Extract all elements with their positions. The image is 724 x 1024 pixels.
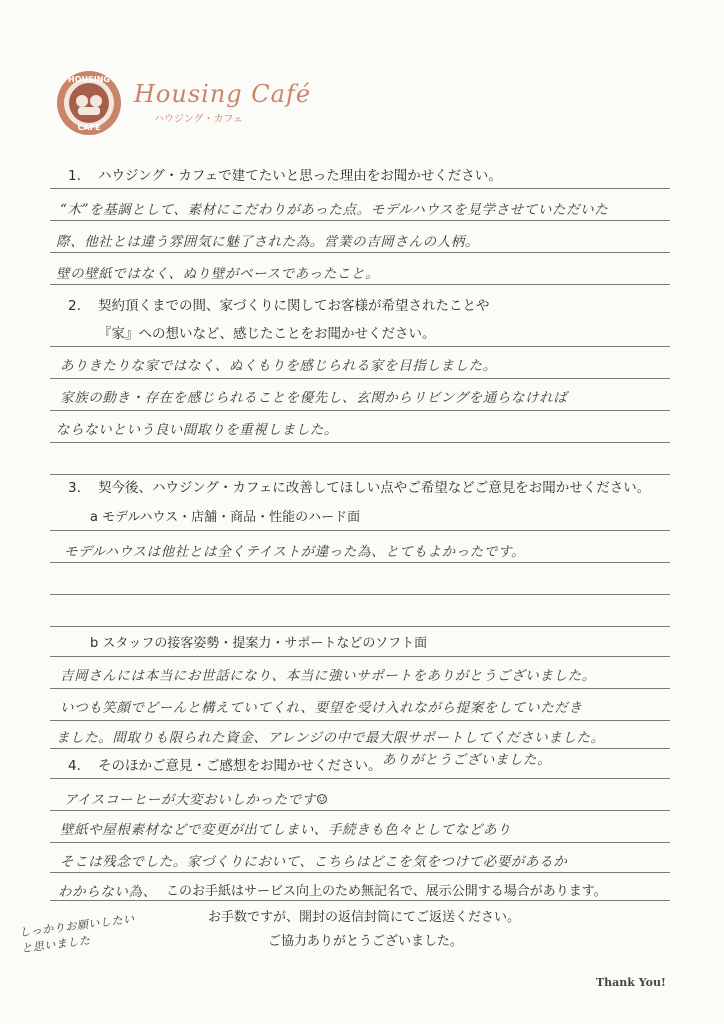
- logo-text-top: HOUSING: [68, 75, 110, 84]
- answer-line: [50, 748, 670, 749]
- answer-line: [50, 810, 670, 811]
- answer-4-line-1: アイスコーヒーが大変おいしかったです☺: [64, 792, 329, 808]
- closing-line-1: お手数ですが、開封の返信封筒にてご返送ください。: [208, 910, 521, 925]
- answer-2-line-1: ありきたりな家ではなく、ぬくもりを感じられる家を目指しました。: [60, 358, 497, 374]
- question-2-number: 2.: [68, 298, 81, 314]
- question-3-number: 3.: [68, 480, 81, 496]
- question-4-text: そのほかご意見・ご感想をお聞かせください。: [98, 758, 382, 774]
- brand: [134, 80, 311, 125]
- answer-line: [50, 720, 670, 721]
- answer-line: [50, 530, 670, 531]
- answer-line: [50, 188, 670, 189]
- question-2-text-line-2: 『家』への想いなど、感じたことをお聞かせください。: [98, 326, 436, 342]
- question-2: [68, 294, 490, 314]
- answer-4-line-2: 壁紙や屋根素材などで変更が出てしまい、手続きも色々としてなどあり: [60, 822, 512, 838]
- question-3b-label: b スタッフの接客姿勢・提案力・サポートなどのソフト面: [90, 636, 428, 651]
- margin-note: しっかりお願いしたいと思いました: [18, 912, 136, 956]
- answer-3a-line-1: モデルハウスは他社とは全くテイストが違った為、とてもよかったです。: [64, 544, 526, 560]
- question-4: [68, 754, 382, 774]
- answer-line: [50, 562, 670, 563]
- answer-1-line-1: “木”を基調として、素材にこだわりがあった点。モデルハウスを見学させていただいた: [60, 202, 609, 218]
- answer-3b-line-2: いつも笑顔でどーんと構えていてくれ、要望を受け入れながら提案をしていただき: [60, 700, 583, 716]
- answer-line: [50, 688, 670, 689]
- answer-line: [50, 252, 670, 253]
- answer-3b-line-3: ました。間取りも限られた資金、アレンジの中で最大限サポートしてくださいました。: [56, 730, 605, 746]
- answer-2-line-2: 家族の動き・存在を感じられることを優先し、玄関からリビングを通らなければ: [60, 390, 568, 406]
- question-1-number: 1.: [68, 168, 81, 184]
- answer-4-line-3: そこは残念でした。家づくりにおいて、こちらはどこを気をつけて必要があるか: [60, 854, 568, 870]
- answer-line: [50, 474, 670, 475]
- question-1: [68, 164, 502, 184]
- question-3-text: 契今後、ハウジング・カフェに改善してほしい点やご希望などご意見をお聞かせください。: [98, 480, 651, 496]
- answer-line: [50, 626, 670, 627]
- answer-4-line-4: わからない為、: [58, 884, 157, 900]
- answer-line: [50, 410, 670, 411]
- answer-line: [50, 778, 670, 779]
- answer-line: [50, 656, 670, 657]
- answer-2-line-3: ならないという良い間取りを重視しました。: [56, 422, 338, 438]
- answer-line: [50, 220, 670, 221]
- answer-line: [50, 872, 670, 873]
- answer-1-line-3: 壁の壁紙ではなく、ぬり壁がベースであったこと。: [56, 266, 380, 282]
- housing-cafe-logo: [56, 70, 122, 136]
- question-3: [68, 476, 650, 496]
- answer-line: [50, 594, 670, 595]
- question-2-text: 契約頂くまでの間、家づくりに関してお客様が希望されたことや: [98, 298, 490, 314]
- question-3a-label: a モデルハウス・店舗・商品・性能のハード面: [90, 510, 361, 525]
- answer-line: [50, 442, 670, 443]
- answer-line: [50, 900, 670, 901]
- closing-line-2: ご協力ありがとうございました。: [268, 934, 464, 949]
- answer-3b-line-4: ありがとうございました。: [382, 752, 552, 768]
- thank-you-text: Thank You!: [596, 976, 666, 989]
- logo-text-bottom: CAFE: [77, 123, 101, 132]
- answer-line: [50, 842, 670, 843]
- brand-name: Housing Café: [134, 80, 312, 108]
- answer-line: [50, 378, 670, 379]
- question-1-text: ハウジング・カフェで建てたいと思った理由をお聞かせください。: [98, 168, 502, 184]
- brand-name-kana: ハウジング・カフェ: [154, 114, 244, 125]
- privacy-notice: このお手紙はサービス向上のため無記名で、展示公開する場合があります。: [166, 884, 607, 899]
- answer-1-line-2: 際、他社とは違う雰囲気に魅了された為。営業の吉岡さんの人柄。: [56, 234, 479, 250]
- answer-line: [50, 284, 670, 285]
- answer-3b-line-1: 吉岡さんには本当にお世話になり、本当に強いサポートをありがとうございました。: [60, 668, 596, 684]
- question-4-number: 4.: [68, 758, 81, 774]
- answer-line: [50, 346, 670, 347]
